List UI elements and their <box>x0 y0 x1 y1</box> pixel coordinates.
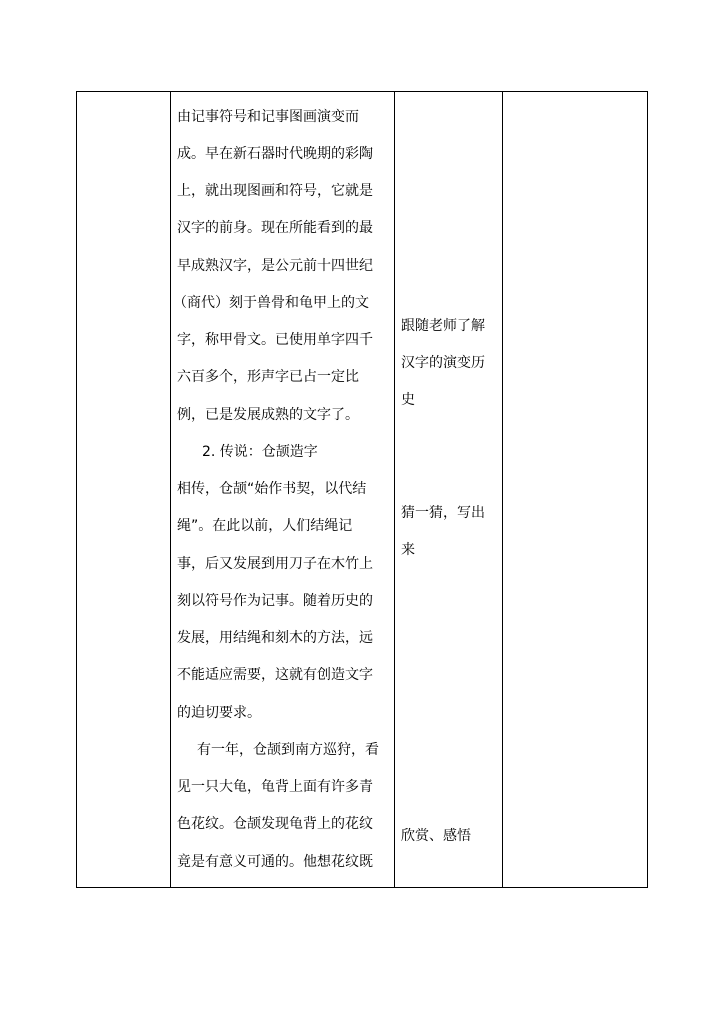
empty-left-cell <box>77 92 170 887</box>
lesson-table <box>76 91 648 888</box>
content-line: 由记事符号和记事图画演变而 <box>177 109 359 125</box>
activity-line: 来 <box>401 542 415 558</box>
content-line: 刻以符号作为记事。随着历史的 <box>177 593 373 609</box>
content-line: 的迫切要求。 <box>177 705 261 721</box>
content-line: 例，已是发展成熟的文字了。 <box>177 407 359 423</box>
content-line: 六百多个，形声字已占一定比 <box>177 369 359 385</box>
activity-line: 欣赏、感悟 <box>401 828 471 844</box>
content-line: 不能适应需要，这就有创造文字 <box>177 667 373 683</box>
activity-line: 跟随老师了解 <box>401 318 485 334</box>
content-cell <box>171 92 394 887</box>
content-line: 汉字的前身。现在所能看到的最 <box>177 220 373 236</box>
content-line: 见一只大龟，龟背上面有许多青 <box>177 779 373 795</box>
content-line: 竟是有意义可通的。他想花纹既 <box>177 854 373 870</box>
section-heading: 2. 传说：仓颉造字 <box>202 444 318 460</box>
activity-cell <box>395 92 502 887</box>
content-line: 早成熟汉字，是公元前十四世纪 <box>177 258 373 274</box>
content-line: 相传，仓颉“始作书契，以代结 <box>177 481 367 497</box>
content-line: （商代）刻于兽骨和龟甲上的文 <box>173 295 369 311</box>
activity-line: 汉字的演变历 <box>401 355 485 371</box>
content-line: 发展，用结绳和刻木的方法，远 <box>177 630 373 646</box>
content-line: 成。早在新石器时代晚期的彩陶 <box>177 146 373 162</box>
activity-line: 猜一猜，写出 <box>401 505 485 521</box>
activity-line: 史 <box>401 392 415 408</box>
content-line: 事，后又发展到用刀子在木竹上 <box>177 556 373 572</box>
content-line: 色花纹。仓颉发现龟背上的花纹 <box>177 816 373 832</box>
content-line: 绳”。在此以前，人们结绳记 <box>177 518 353 534</box>
content-line: 字，称甲骨文。已使用单字四千 <box>177 332 373 348</box>
content-line: 有一年，仓颉到南方巡狩，看 <box>197 742 379 758</box>
empty-right-cell <box>503 92 647 887</box>
content-line: 上，就出现图画和符号，它就是 <box>177 183 373 199</box>
